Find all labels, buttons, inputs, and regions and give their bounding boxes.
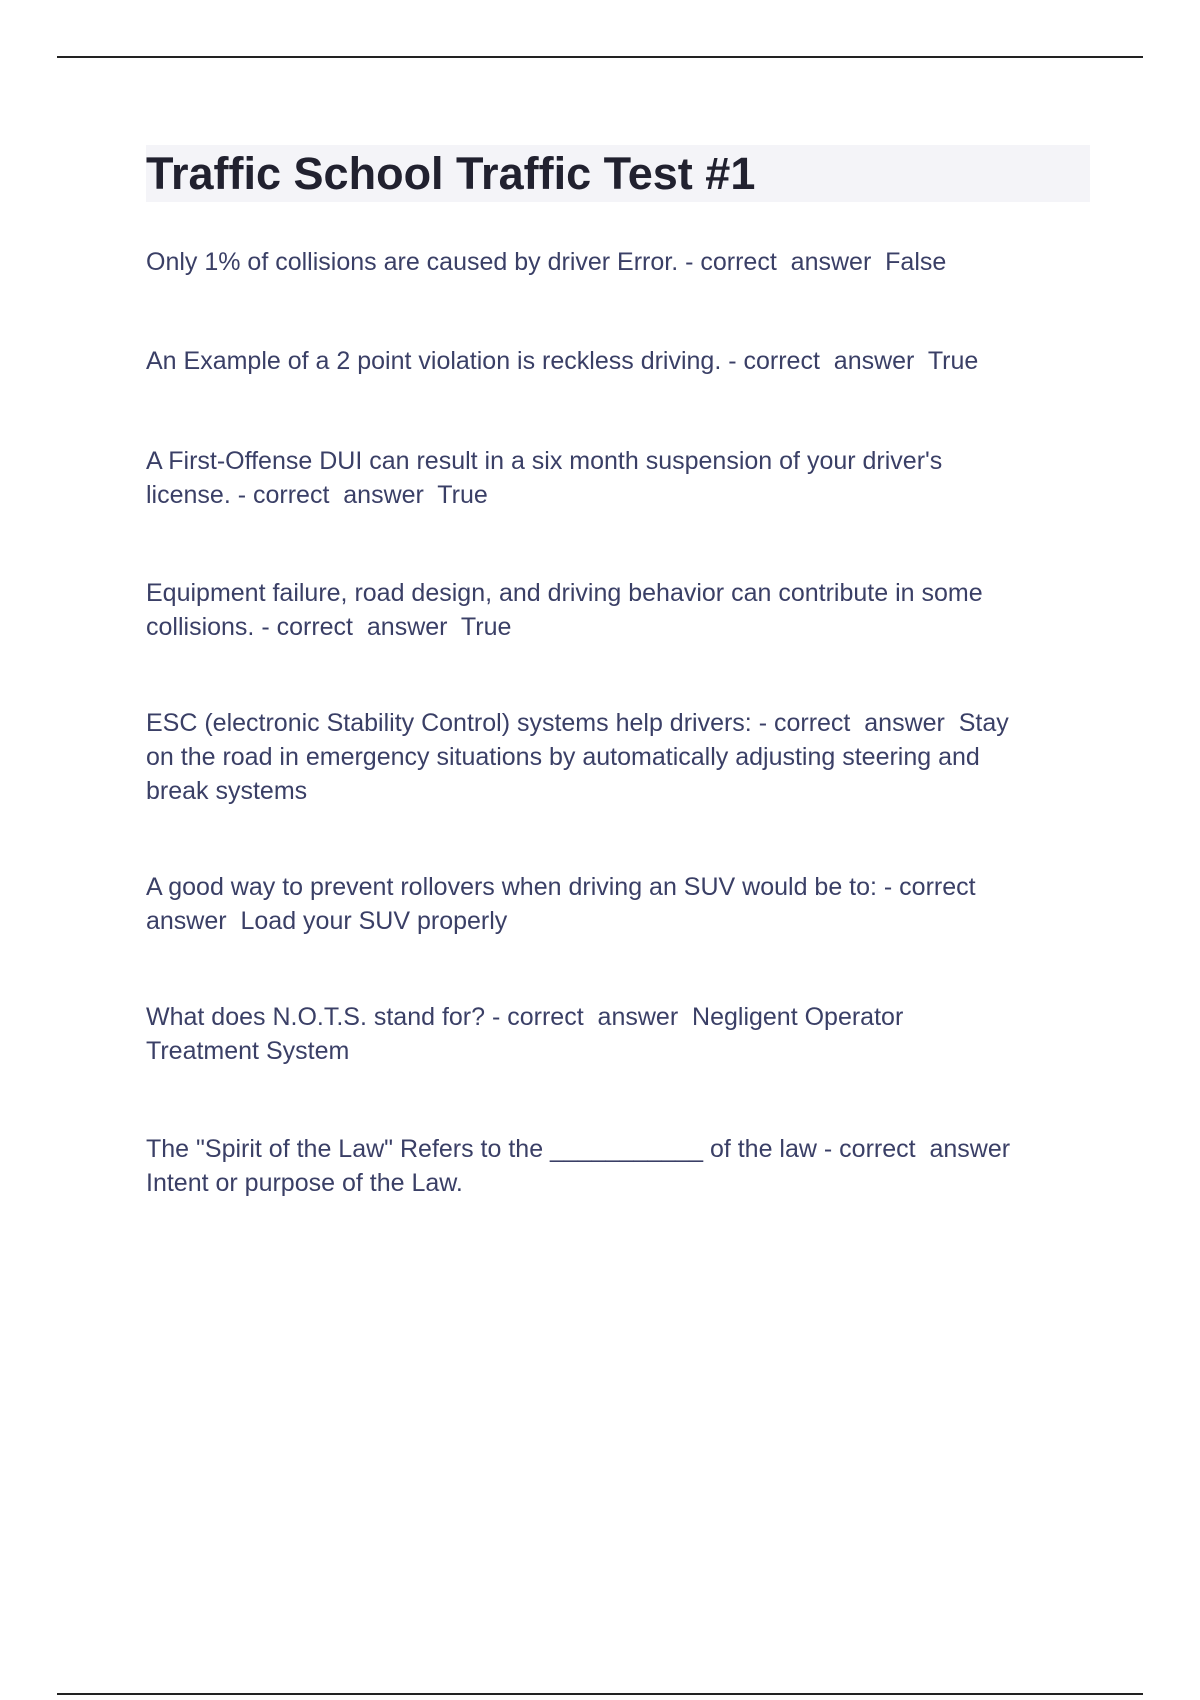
question-item: An Example of a 2 point violation is reckless driving. - correct answer True bbox=[146, 347, 979, 375]
question-item: ESC (electronic Stability Control) systems help drivers: - correct answer Stay on the road in emergency situations by automatically adjusting steering and break systems bbox=[146, 709, 1009, 805]
question-item: Only 1% of collisions are caused by driver Error. - correct answer False bbox=[146, 248, 947, 276]
question-item: A good way to prevent rollovers when driving an SUV would be to: - correct answer Load your SUV properly bbox=[146, 873, 976, 935]
document-title: Traffic School Traffic Test #1 bbox=[146, 148, 756, 199]
bottom-divider bbox=[57, 1693, 1143, 1695]
title-banner bbox=[146, 145, 1090, 202]
question-item: What does N.O.T.S. stand for? - correct answer Negligent Operator Treatment System bbox=[146, 1003, 904, 1065]
question-list bbox=[146, 245, 1090, 1200]
question-item: The "Spirit of the Law" Refers to the ___________ of the law - correct answer Intent or purpose of the Law. bbox=[146, 1135, 1011, 1197]
question-item: A First-Offense DUI can result in a six month suspension of your driver's license. - correct answer True bbox=[146, 447, 943, 509]
question-item: Equipment failure, road design, and driving behavior can contribute in some collisions. - correct answer True bbox=[146, 579, 983, 641]
top-divider bbox=[57, 56, 1143, 58]
document-body bbox=[146, 145, 1090, 1200]
